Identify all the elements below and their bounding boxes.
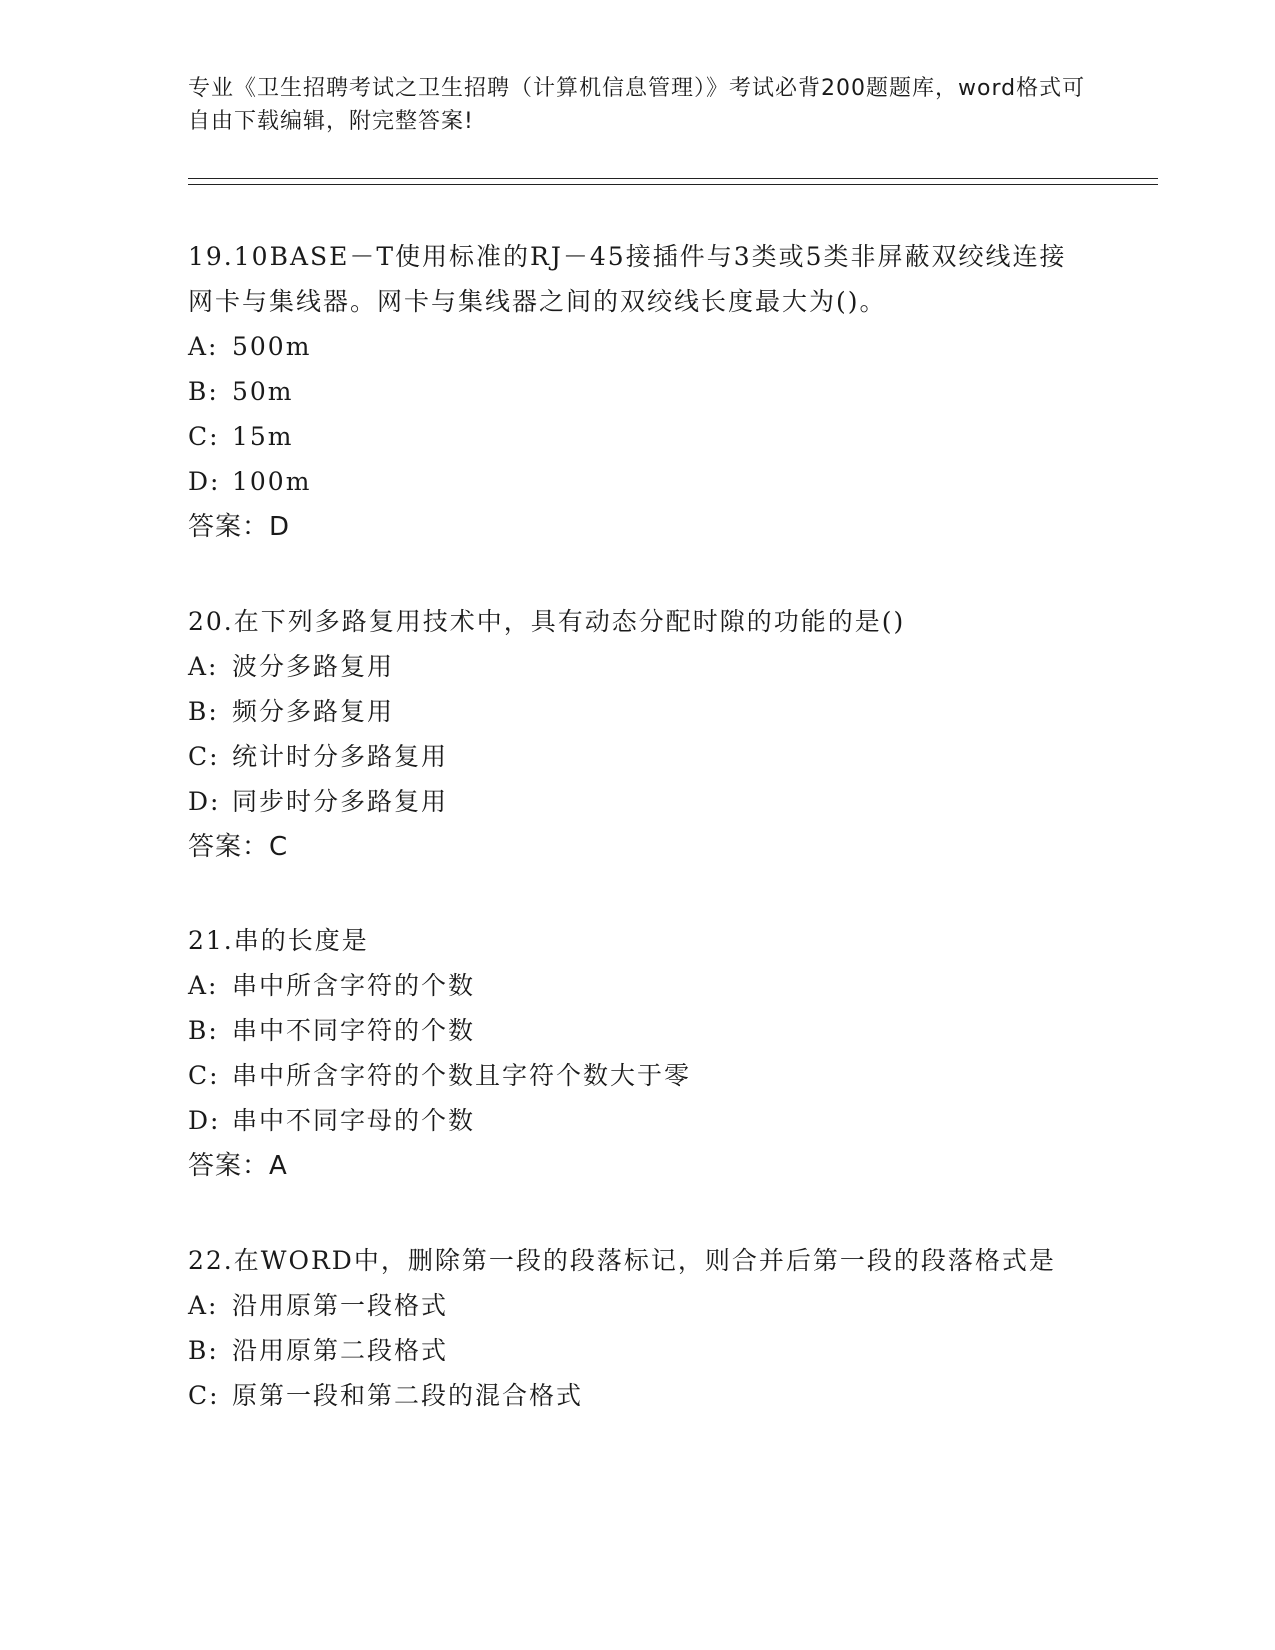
answer-line: 答案：D: [188, 512, 291, 542]
question-stem: 22.在WORD中，删除第一段的段落标记，则合并后第一段的段落格式是: [188, 1246, 1056, 1275]
option-letter: A:: [188, 332, 219, 361]
option-d: [188, 459, 1088, 504]
option-text: 串中不同字母的个数: [232, 1106, 476, 1135]
option-letter: C:: [188, 422, 220, 451]
option-text: 串中不同字符的个数: [232, 1016, 476, 1045]
option-text: 串中所含字符的个数且字符个数大于零: [232, 1061, 692, 1090]
option-letter: B:: [188, 1016, 219, 1045]
option-text: 原第一段和第二段的混合格式: [232, 1381, 584, 1410]
option-a: [188, 324, 1088, 369]
option-text: 500m: [232, 332, 312, 361]
answer-line: 答案：A: [188, 1151, 288, 1181]
option-letter: A:: [188, 652, 219, 681]
option-letter: B:: [188, 697, 219, 726]
option-text: 15m: [232, 422, 294, 451]
option-text: 同步时分多路复用: [232, 787, 449, 816]
document-intro: 专业《卫生招聘考试之卫生招聘（计算机信息管理）》考试必背200题题库，word格式可自由下载编辑，附完整答案!: [188, 76, 1086, 134]
header-divider-top: [188, 178, 1158, 179]
option-text: 波分多路复用: [232, 652, 395, 681]
option-text: 统计时分多路复用: [232, 742, 449, 771]
question-19: [188, 234, 1088, 550]
option-letter: C:: [188, 1381, 220, 1410]
question-stem: 20.在下列多路复用技术中，具有动态分配时隙的功能的是(): [188, 607, 906, 636]
option-text: 串中所含字符的个数: [232, 971, 476, 1000]
question-22: [188, 1238, 1088, 1418]
option-text: 频分多路复用: [232, 697, 395, 726]
option-b: [188, 369, 1088, 414]
option-text: 50m: [232, 377, 294, 406]
option-letter: D:: [188, 1106, 221, 1135]
option-c: [188, 1373, 1088, 1418]
option-b: [188, 1008, 1088, 1053]
question-21: [188, 918, 1088, 1189]
option-letter: D:: [188, 467, 221, 496]
option-a: [188, 1283, 1088, 1328]
option-letter: D:: [188, 787, 221, 816]
option-letter: C:: [188, 742, 220, 771]
header-divider-bottom: [188, 184, 1158, 185]
option-letter: A:: [188, 971, 219, 1000]
option-letter: B:: [188, 377, 219, 406]
option-c: [188, 414, 1088, 459]
option-letter: C:: [188, 1061, 220, 1090]
option-a: [188, 644, 1088, 689]
option-letter: A:: [188, 1291, 219, 1320]
question-stem: 21.串的长度是: [188, 926, 369, 955]
question-stem: 19.10BASE－T使用标准的RJ－45接插件与3类或5类非屏蔽双绞线连接网卡与集线器。网卡与集线器之间的双绞线长度最大为()。: [188, 242, 1067, 316]
option-c: [188, 1053, 1088, 1098]
option-text: 沿用原第一段格式: [232, 1291, 449, 1320]
option-d: [188, 779, 1088, 824]
option-c: [188, 734, 1088, 779]
option-text: 100m: [232, 467, 312, 496]
question-20: [188, 599, 1088, 870]
option-b: [188, 1328, 1088, 1373]
option-b: [188, 689, 1088, 734]
option-a: [188, 963, 1088, 1008]
option-text: 沿用原第二段格式: [232, 1336, 449, 1365]
answer-line: 答案：C: [188, 832, 289, 862]
option-letter: B:: [188, 1336, 219, 1365]
option-d: [188, 1098, 1088, 1143]
